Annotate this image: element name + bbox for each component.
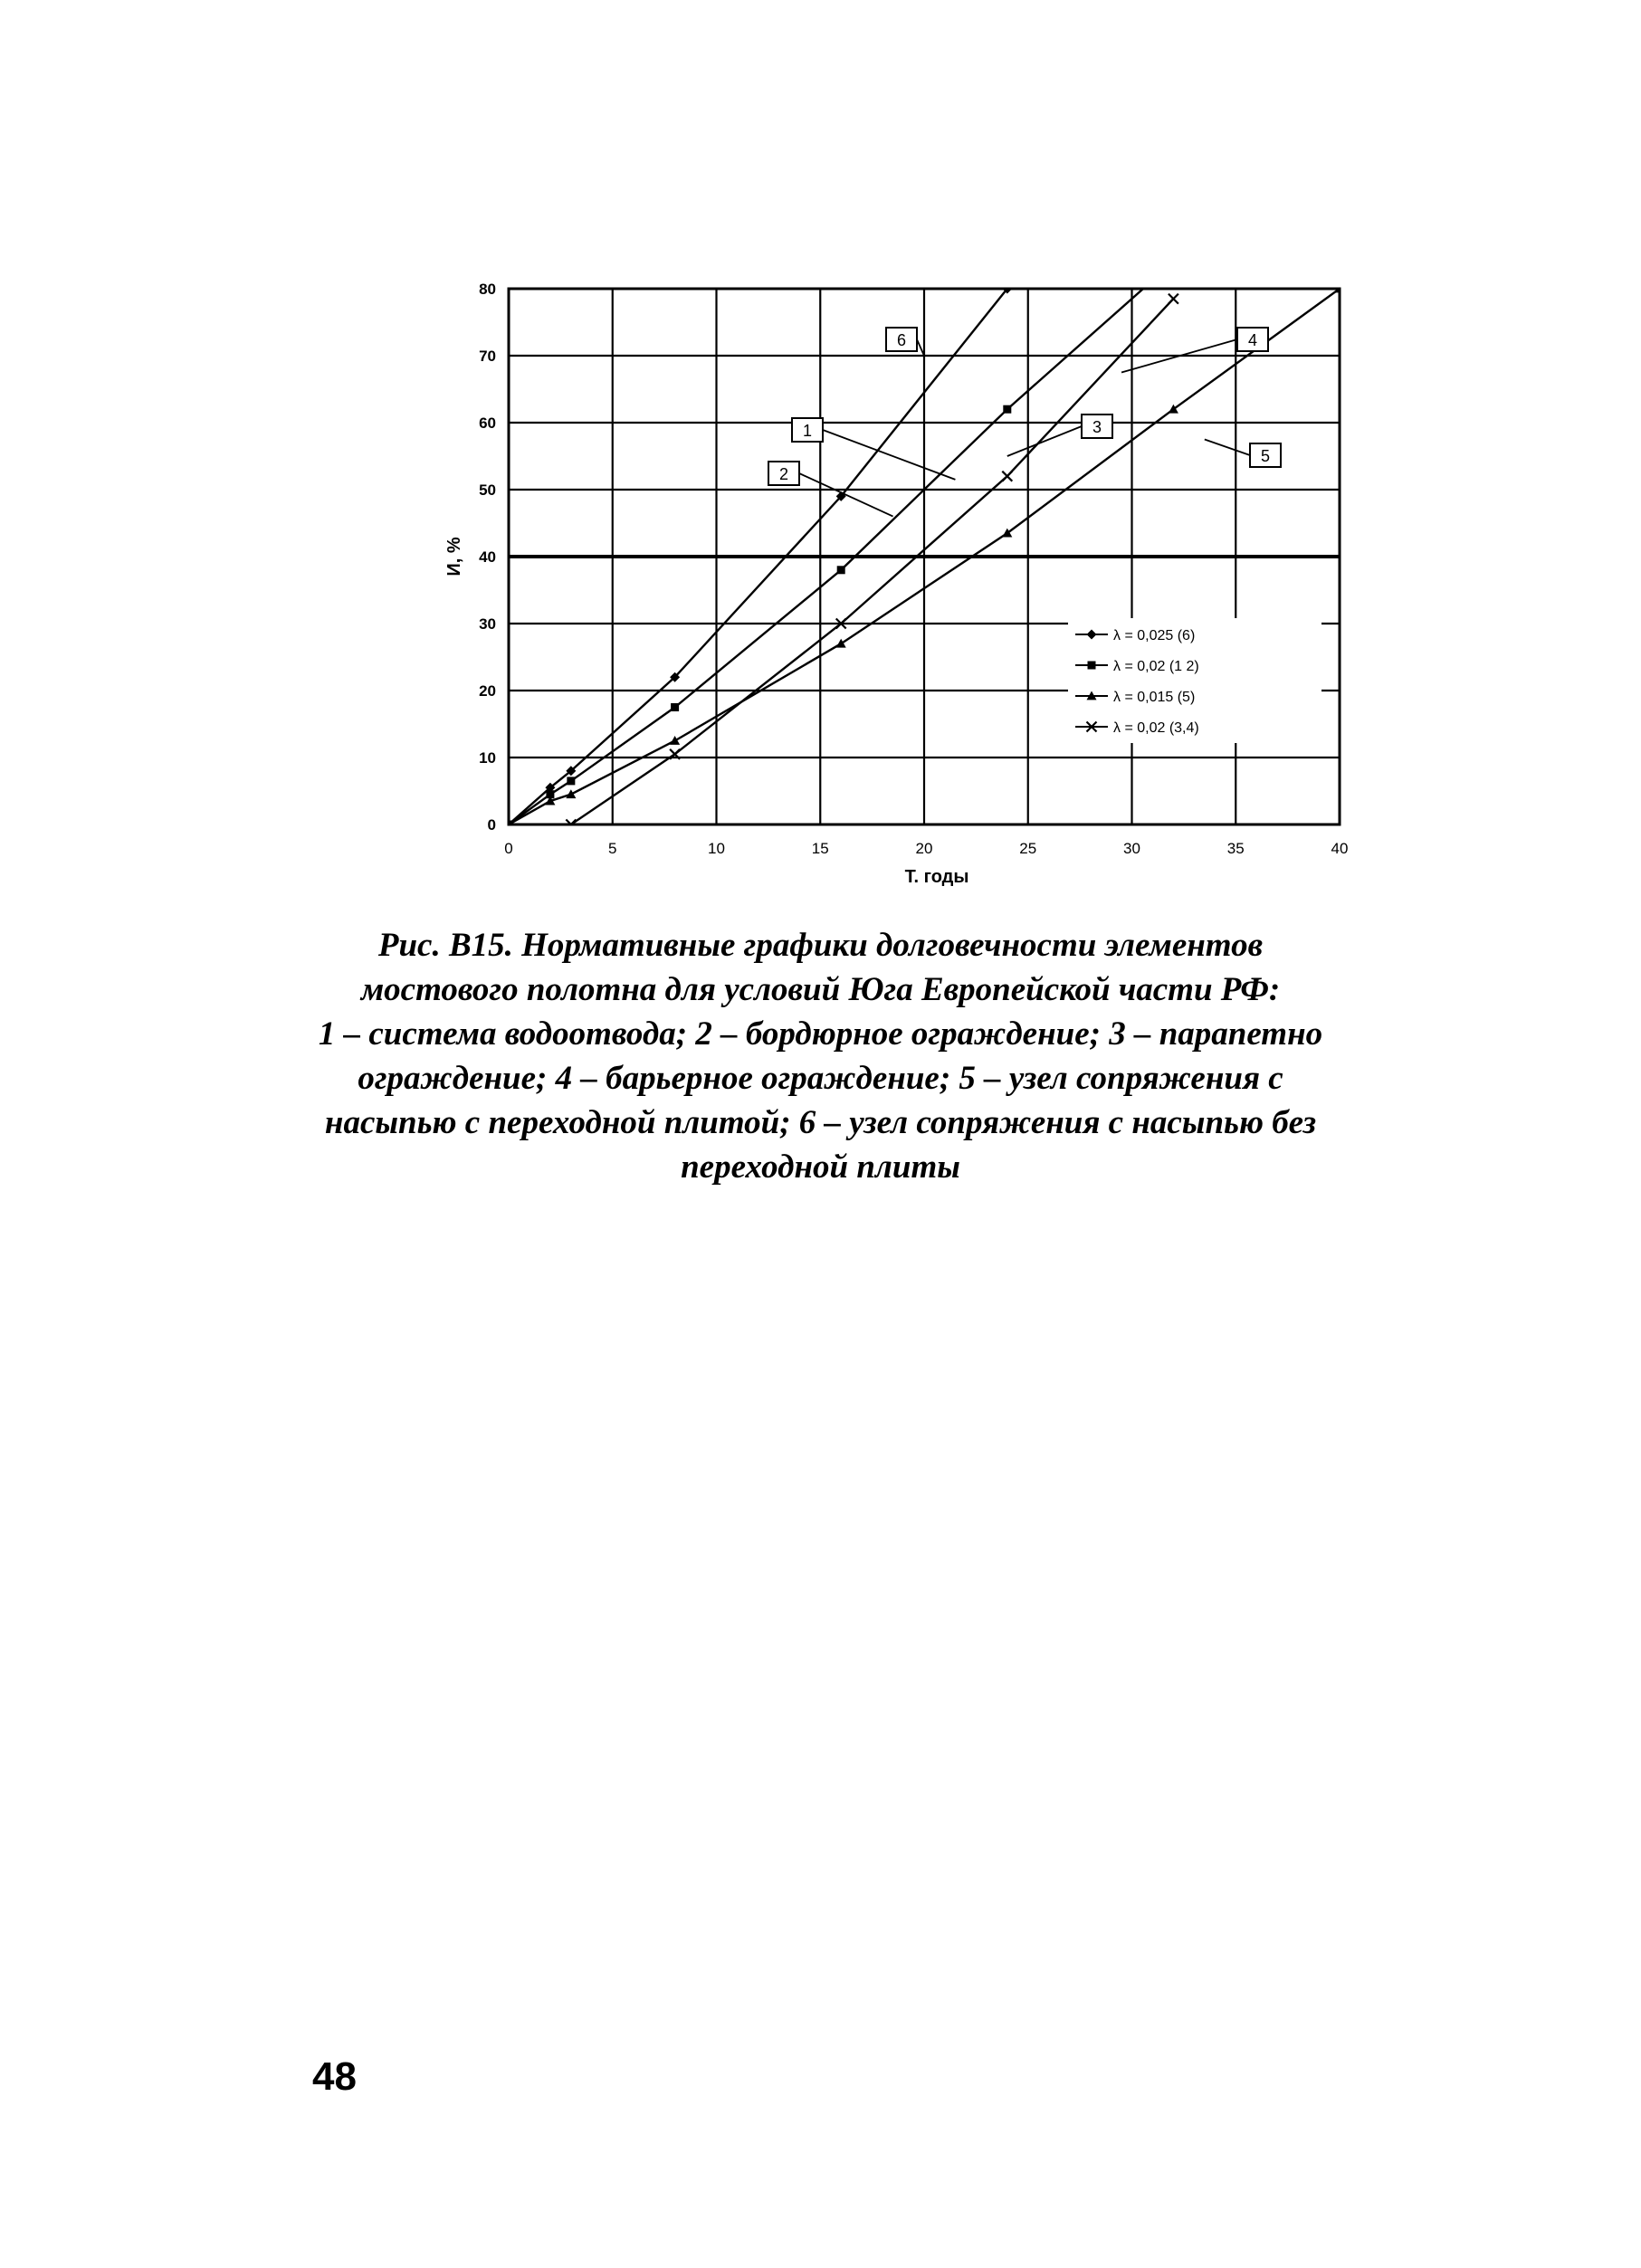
figure-caption: [272, 923, 1369, 1189]
y-tick-label: 80: [479, 281, 496, 298]
x-tick-label: 25: [1019, 840, 1037, 857]
y-tick-label: 10: [479, 749, 496, 767]
legend-label: λ = 0,02 (3,4): [1113, 720, 1199, 736]
data-point: [670, 736, 680, 745]
curve-label-text: 6: [896, 331, 907, 349]
x-tick-label: 10: [708, 840, 725, 857]
legend-label: λ = 0,02 (1 2): [1113, 659, 1199, 674]
y-tick-label: 60: [479, 415, 496, 432]
y-tick-label: 30: [479, 615, 496, 633]
x-tick-label: 20: [915, 840, 933, 857]
data-point: [1169, 294, 1178, 304]
x-tick-label: 40: [1331, 840, 1349, 857]
curve-label-text: 2: [778, 465, 789, 483]
series-line: [571, 299, 1174, 824]
curve-label-leader: [799, 473, 893, 517]
series-group: [504, 258, 1132, 829]
caption-line: ограждение; 4 – барьерное ограждение; 5 – узел сопряжения с: [358, 1060, 1283, 1097]
caption-line: мостового полотна для условий Юга Европейской части РФ:: [360, 971, 1281, 1008]
curve-label-text: 1: [802, 422, 813, 440]
curve-label-leader: [1007, 426, 1082, 456]
x-tick-label: 5: [608, 840, 617, 857]
caption-line: Рис. В15. Нормативные графики долговечности элементов: [377, 927, 1264, 964]
chart: [434, 258, 1358, 910]
series-group: [505, 262, 1174, 828]
y-tick-label: 20: [479, 682, 496, 700]
curve-label-text: 4: [1247, 331, 1258, 349]
legend: [1068, 618, 1321, 743]
axis-ticks: [479, 281, 1348, 857]
data-point: [567, 777, 575, 785]
x-tick-label: 15: [811, 840, 829, 857]
curve-label: [886, 328, 924, 356]
x-tick-label: 30: [1123, 840, 1140, 857]
data-point: [836, 639, 846, 648]
data-point: [837, 566, 845, 574]
curve-label: [1121, 328, 1268, 373]
curve-label-text: 3: [1092, 418, 1102, 436]
y-axis-label: И, %: [444, 537, 464, 577]
legend-label: λ = 0,015 (5): [1113, 690, 1196, 705]
x-tick-label: 0: [504, 840, 513, 857]
legend-label: λ = 0,025 (6): [1113, 628, 1196, 643]
data-point: [566, 789, 576, 798]
caption-line: переходной плиты: [681, 1148, 960, 1186]
data-point: [671, 703, 679, 711]
y-tick-label: 50: [479, 481, 496, 499]
page-number: 48: [312, 2054, 357, 2099]
curve-label-leader: [1205, 440, 1250, 456]
x-tick-label: 35: [1226, 840, 1245, 857]
data-point: [1002, 472, 1012, 481]
curve-label: [792, 418, 955, 480]
y-tick-label: 70: [479, 348, 496, 365]
curve-label-text: 5: [1260, 447, 1271, 465]
curve-label-leader: [917, 339, 924, 356]
y-tick-label: 0: [487, 816, 496, 834]
caption-line: насыпью с переходной плитой; 6 – узел сопряжения с насыпью без: [324, 1104, 1317, 1141]
caption-line: 1 – система водоотвода; 2 – бордюрное ограждение; 3 – парапетно: [318, 1015, 1323, 1053]
legend-marker: [1088, 662, 1096, 670]
x-axis-label: Т. годы: [904, 867, 969, 887]
grid: [509, 289, 1340, 824]
y-tick-label: 40: [479, 548, 496, 566]
data-point: [1003, 405, 1011, 414]
curve-label: [1205, 440, 1281, 468]
